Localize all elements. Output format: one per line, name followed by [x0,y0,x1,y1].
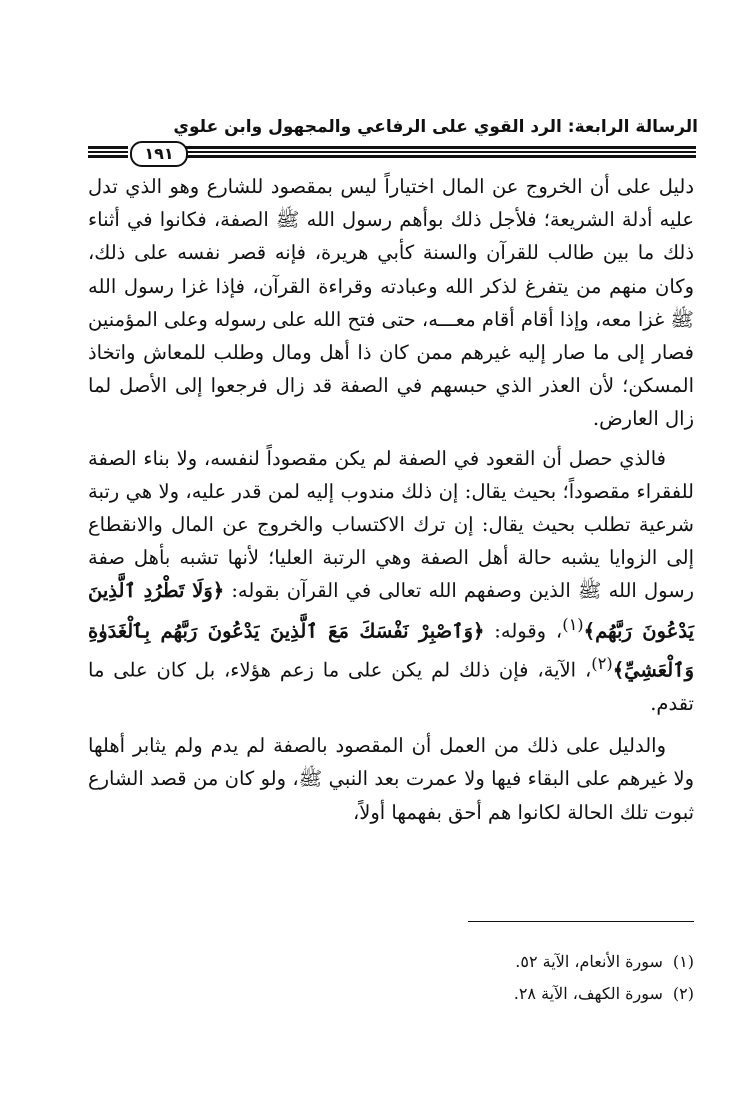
footnote-text: سورة الكهف، الآية ٢٨. [513,984,663,1003]
footnote-1 [394,946,694,978]
header-rule [88,146,128,149]
paragraph-2-text: ، وقوله: [484,619,563,643]
footnote-number: (١) [672,952,694,971]
header-rule [186,155,696,158]
header-rule [186,151,696,153]
page-number: ١٩١ [130,141,188,167]
footnote-2 [394,978,694,1010]
main-text [88,170,694,829]
footnote-marker-2: (٢) [591,654,613,674]
footnote-number: (٢) [672,984,694,1003]
running-title: الرسالة الرابعة: الرد القوي على الرفاعي والمجهول وابن علوي [173,117,698,137]
footnote-text: سورة الأنعام، الآية ٥٢. [515,952,663,971]
quran-verse-1: ﴿وَلَا تَطْرُدِ ٱلَّذِينَ يَدْعُونَ رَبَّهُم﴾ [88,579,694,643]
paragraph-2-text: فالذي حصل أن القعود في الصفة لم يكن مقصوداً لنفسه، ولا بناء الصفة للفقراء مقصوداً؛ بحيث يقال: إن ذلك مندوب إليه لمن قدر عليه، ولا هي رتبة شرعية تطلب بحيث يقال: إن ترك الاكتساب والخروج عن المال والانقطاع إلى الزوايا يشبه حالة أهل الصفة وهي الرتبة العليا؛ لأنها تشبه بأهل صفة رسول الله ﷺ الذين وصفهم الله تعالى في القرآن بقوله: [88,446,694,603]
footnotes [394,946,694,1010]
footnote-separator [468,921,694,922]
paragraph-3: والدليل على ذلك من العمل أن المقصود بالصفة لم يدم ولم يثابر أهلها ولا غيرهم على البقاء فيها ولا عمرت بعد النبي ﷺ، ولو كان من قصد الشارع ثبوت تلك الحالة لكانوا هم أحق بفهمها أولاً، [88,734,694,824]
header-rule [88,151,128,153]
paragraph-2 [88,442,694,721]
paragraph-1: دليل على أن الخروج عن المال اختياراً ليس بمقصود للشارع وهو الذي تدل عليه أدلة الشريعة؛ فلأجل ذلك بوأهم رسول الله ﷺ الصفة، فكانوا في أثناء ذلك ما بين طالب للقرآن والسنة كأبي هريرة، فإنه قصر نفسه على ذلك، وكان منهم من يتفرغ لذكر الله وعبادته وقراءة القرآن، فإذا غزا رسول الله ﷺ غزا معه، وإذا أقام أقام معـــه، حتى فتح الله على رسوله وعلى المؤمنين فصار إلى ما صار إليه غيرهم ممن كان ذا أهل ومال وطلب للمعاش واتخاذ المسكن؛ لأن العذر الذي حبسهم في الصفة قد زال فرجعوا إلى الأصل لما زال العارض. [88,175,694,431]
header-rule [186,146,696,149]
quran-verse-2: ﴿وَٱصْبِرْ نَفْسَكَ مَعَ ٱلَّذِينَ يَدْعُونَ رَبَّهُم بِٱلْغَدَوٰةِ وَٱلْعَشِيِّ﴾ [88,619,694,682]
paragraph-2-text: ، الآية، فإن ذلك لم يكن على ما زعم هؤلاء، بل كان على ما تقدم. [88,658,694,716]
footnote-marker-1: (١) [562,614,584,634]
header-rule [88,155,128,158]
